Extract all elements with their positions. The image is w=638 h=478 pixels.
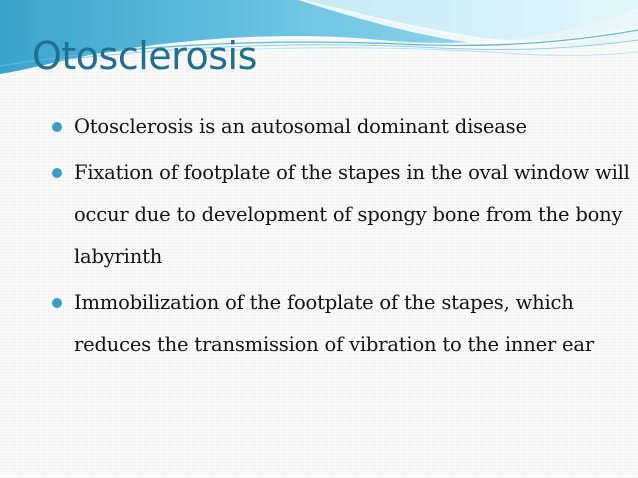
bullet-dot-icon (52, 298, 62, 308)
bullet-item-2 (52, 152, 632, 278)
wave-line-3 (200, 48, 638, 56)
bullet-dot-icon (52, 122, 62, 132)
bullet-item-1 (52, 106, 632, 148)
bullet-text: Immobilization of the footplate of the stapes, which reduces the transmission of vibration to the inner ear (74, 291, 594, 356)
bullet-text: Fixation of footplate of the stapes in the oval window will occur due to development of spongy bone from the bony labyrinth (74, 161, 630, 268)
bullet-list (52, 106, 632, 370)
bullet-text: Otosclerosis is an autosomal dominant disease (74, 115, 527, 138)
bullet-dot-icon (52, 168, 62, 178)
slide-title: Otosclerosis (32, 34, 257, 78)
bullet-item-3 (52, 282, 632, 366)
